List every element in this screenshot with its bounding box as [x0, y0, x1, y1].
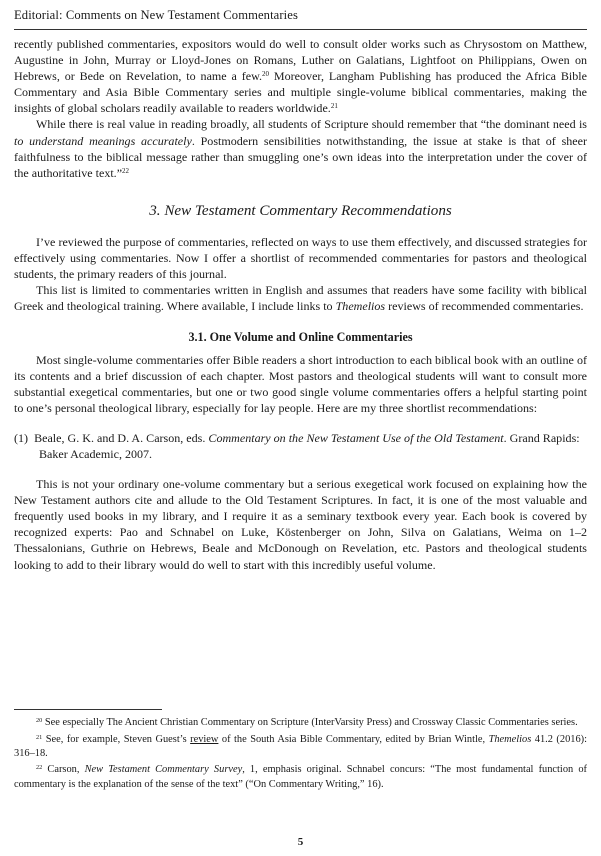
paragraph-text: This list is limited to commentaries written in English and assumes that readers have some facility with biblical Greek and theological training. Where available, I include links to: [14, 283, 587, 314]
footnote-22: [14, 763, 587, 791]
footnote-number: 21: [36, 733, 43, 741]
journal-title: Themelios: [488, 733, 532, 745]
paragraph-text: While there is real value in reading broadly, all students of Scripture should remember that “the dominant need is: [36, 117, 587, 132]
paragraph-quote: [14, 116, 587, 180]
journal-title: Themelios: [335, 299, 386, 314]
footnote-number: 20: [36, 717, 43, 724]
footnote-text: See, for example, Steven Guest’s: [42, 733, 191, 745]
body-text: [14, 36, 587, 573]
paragraph-recommendation-1: This is not your ordinary one-volume commentary but a serious exegetical work focused on explaining how the New Testament authors cite and allude to the Old Testament Scriptures. In fact, it is one of the most valuable and frequently used books in my library, and I require it as a seminary textbook every year. Each book is covered by recognized experts: Pao and Schnabel on Luke, Köstenberger on John, Silva on Galatians, Weima on 1–2 Thessalonians, Guthrie on Hebrews, Beale and McDonough on Revelation, etc. Pastors and theological students looking to add to their library would do well to start with this incredibly useful volume.: [14, 477, 587, 572]
paragraph-single-volume: Most single-volume commentaries offer Bible readers a short introduction to each biblical book with an outline of its contents and a brief discussion of each chapter. Most pastors and theological students will want to consult more substantial exegetical commentaries, but one or two good single volume commentaries offers a helpful starting point to one’s personal theological library, especially for lay people. Here are my three shortlist recommendations:: [14, 352, 587, 415]
footnote-20: [14, 716, 587, 730]
paragraph-text: Moreover, Langham Publishing has produced the Africa Bible Commentary and Asia Bible Commentary series and multiple single-volume biblical commentaries, making the insights of global scholars readily available to readers worldwide.: [14, 69, 587, 116]
emphasis-text: to understand meanings accurately: [14, 133, 192, 148]
paragraph-continued: [14, 36, 587, 116]
footnote-ref-20[interactable]: 20: [262, 70, 270, 79]
running-head: Editorial: Comments on New Testament Commentaries: [14, 8, 587, 30]
footnote-text: of the South Asia Bible Commentary, edited by Brian Wintle,: [218, 733, 489, 745]
footnotes: [14, 716, 587, 794]
list-number: (1): [14, 430, 29, 445]
paragraph-text: reviews of recommended commentaries.: [385, 299, 584, 314]
footnote-number: 22: [36, 764, 43, 772]
book-title: Commentary on the New Testament Use of the Old Testament: [208, 430, 504, 445]
footnote-ref-21[interactable]: 21: [330, 102, 338, 111]
section-heading: 3. New Testament Commentary Recommendations: [149, 202, 452, 219]
recommendation-item-1: [14, 430, 587, 462]
subsection-heading: 3.1. One Volume and Online Commentaries: [188, 330, 413, 345]
footnote-text: 41.2 (2016): 316–18.: [14, 733, 588, 759]
page-number: 5: [297, 836, 304, 848]
review-link[interactable]: review: [190, 733, 219, 745]
book-authors: Beale, G. K. and D. A. Carson, eds.: [34, 430, 209, 445]
book-publisher: . Grand Rapids: Baker Academic, 2007.: [39, 430, 580, 461]
footnote-divider: [14, 709, 162, 710]
footnote-21: [14, 733, 587, 761]
book-title: New Testament Commentary Survey: [84, 764, 243, 776]
paragraph-review: I’ve reviewed the purpose of commentaries, reflected on ways to use them effectively, and discussed strategies for effectively using commentaries. Now I offer a shortlist of recommended commentaries for pastors and theological students, the primary readers of this journal.: [14, 234, 587, 282]
footnote-text: See especially The Ancient Christian Commentary on Scripture (InterVarsity Press) and Crossway Classic Commentaries series.: [42, 717, 578, 728]
footnote-ref-22[interactable]: 22: [122, 166, 130, 175]
paragraph-text: . Postmodern sensibilities notwithstanding, the issue at stake is that of sheer faithfulness to the biblical message rather than smuggling one’s own ideas into the interpretation under the cover of the authoritative text.”: [14, 133, 587, 180]
paragraph-scope: [14, 282, 587, 314]
footnote-text: , 1, emphasis original. Schnabel concurs: “The most fundamental function of commentary is the explanation of the sense of the text” (“On Commentary Writing,” 16).: [14, 764, 587, 790]
paragraph-text: recently published commentaries, expositors would do well to consult older works such as Chrysostom on Matthew, Augustine in John, Murray or Lloyd-Jones on Romans, Luther on Galatians, Lightfoot on Philippians, Owen on Hebrews, or Bede on Revelation, to name a few.: [14, 37, 587, 84]
footnote-text: Carson,: [42, 764, 85, 776]
